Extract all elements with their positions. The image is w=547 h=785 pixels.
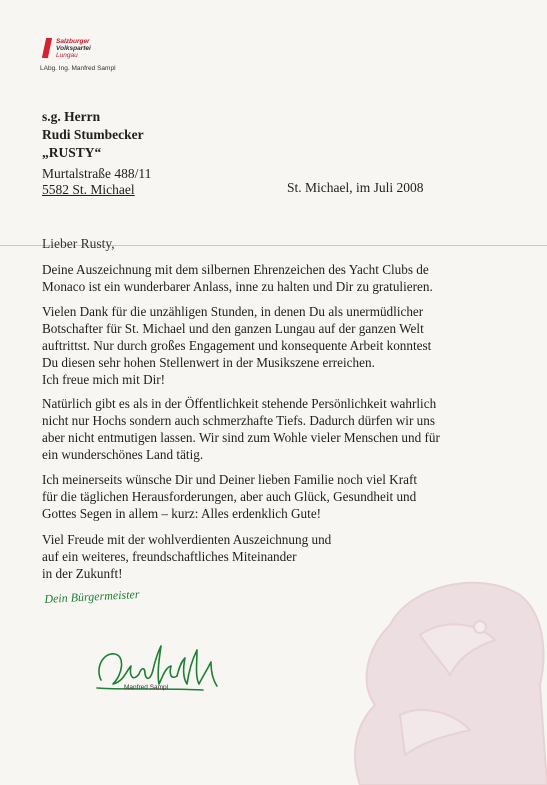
paragraph-line: für die täglichen Herausforderungen, aber auch Glück, Gesundheit und [42, 489, 417, 504]
recipient-street: Murtalstraße 488/11 [42, 166, 152, 181]
recipient-salutation: s.g. Herrn [42, 109, 101, 124]
recipient-city: 5582 St. Michael [42, 182, 135, 197]
paragraph-3 [42, 395, 522, 463]
paragraph-line: in der Zukunft! [42, 566, 123, 581]
paragraph-line: Monaco ist ein wunderbarer Anlass, inne zu halten und Dir zu gratulieren. [42, 279, 433, 294]
paragraph-line: Viel Freude mit der wohlverdienten Auszeichnung und [42, 532, 332, 547]
handwritten-note: Dein Bürgermeister [44, 587, 140, 606]
paragraph-line: Ich freue mich mit Dir! [42, 372, 166, 387]
lion-watermark [300, 565, 547, 785]
greeting: Lieber Rusty, [42, 236, 115, 251]
paragraph-4 [42, 471, 522, 522]
paragraph-5 [42, 531, 522, 582]
paragraph-1 [42, 261, 522, 295]
paragraph-line: Gottes Segen in allem – kurz: Alles erdenklich Gute! [42, 506, 322, 521]
logo-red-bar [42, 38, 52, 58]
paragraph-line: auf ein weiteres, freundschaftliches Miteinander [42, 549, 297, 564]
paragraph-line: auftrittst. Nur durch großes Engagement und konsequente Arbeit konntest [42, 338, 432, 353]
paragraph-line: Vielen Dank für die unzähligen Stunden, in denen Du als unermüdlicher [42, 304, 424, 319]
logo-line-1: Salzburger [56, 38, 90, 45]
paragraph-line: Deine Auszeichnung mit dem silbernen Ehrenzeichen des Yacht Clubs de [42, 262, 429, 277]
paragraph-line: Ich meinerseits wünsche Dir und Deiner lieben Familie noch viel Kraft [42, 472, 417, 487]
date-line: St. Michael, im Juli 2008 [287, 180, 424, 195]
paragraph-line: nicht nur Hochs sondern auch schmerzhafte Tiefs. Dadurch dürfen wir uns [42, 413, 435, 428]
recipient-name: Rudi Stumbecker [42, 127, 144, 142]
paragraph-line: ein wunderschönes Land tätig. [42, 447, 204, 462]
paragraph-line: Natürlich gibt es als in der Öffentlichkeit stehende Persönlichkeit wahrlich [42, 396, 437, 411]
paragraph-line: Du diesen sehr hohen Stellenwert in der Musikszene erreichen. [42, 355, 375, 370]
paragraph-2 [42, 303, 522, 388]
logo-line-2: Volkspartei [56, 45, 91, 52]
paragraph-line: aber nicht entmutigen lassen. Wir sind zum Wohle vieler Menschen und für [42, 430, 440, 445]
sender-name: LAbg. Ing. Manfred Sampl [40, 65, 116, 72]
recipient-nickname: „RUSTY“ [42, 145, 102, 160]
paragraph-line: Botschafter für St. Michael und den ganzen Lungau auf der ganzen Welt [42, 321, 424, 336]
signature-printed-name: Manfred Sampl [124, 684, 169, 691]
logo-line-3: Lungau [56, 52, 78, 59]
